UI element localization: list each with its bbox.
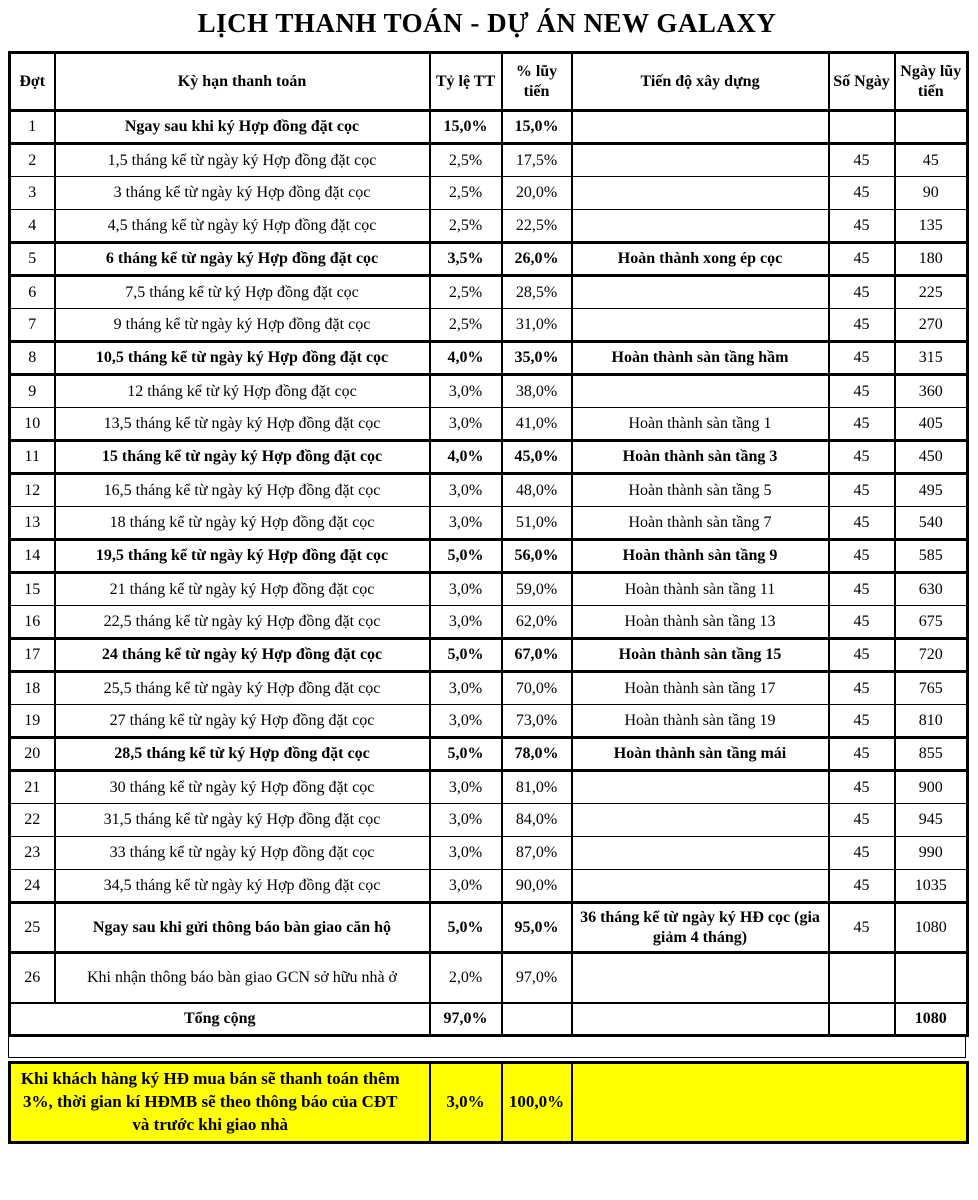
installment-row: [10, 804, 968, 837]
payment-rate: 3,0%: [430, 408, 502, 441]
construction-progress: [572, 870, 829, 903]
installment-number: 14: [10, 540, 55, 573]
construction-progress: Hoàn thành sàn tầng mái: [572, 738, 829, 771]
installment-number: 19: [10, 705, 55, 738]
total-progress: [572, 1003, 829, 1036]
installment-number: 6: [10, 276, 55, 309]
payment-rate: 5,0%: [430, 903, 502, 953]
cumulative-percent: 31,0%: [502, 309, 572, 342]
payment-term: 1,5 tháng kể từ ngày ký Hợp đồng đặt cọc: [55, 144, 430, 177]
num-days: 45: [829, 870, 895, 903]
col-payment-rate: Tỷ lệ TT: [430, 53, 502, 111]
num-days: 45: [829, 738, 895, 771]
cumulative-days: 1035: [895, 870, 968, 903]
cumulative-days: 855: [895, 738, 968, 771]
construction-progress: Hoàn thành sàn tầng 17: [572, 672, 829, 705]
payment-rate: 2,0%: [430, 953, 502, 1003]
payment-term: 13,5 tháng kể từ ngày ký Hợp đồng đặt cọc: [55, 408, 430, 441]
footer-note: Khi khách hàng ký HĐ mua bán sẽ thanh toán thêm 3%, thời gian kí HĐMB sẽ theo thông báo của CĐT và trước khi giao nhà: [10, 1063, 430, 1143]
num-days: 45: [829, 177, 895, 210]
cumulative-days: 450: [895, 441, 968, 474]
payment-term: 19,5 tháng kể từ ngày ký Hợp đồng đặt cọc: [55, 540, 430, 573]
num-days: 45: [829, 705, 895, 738]
payment-rate: 15,0%: [430, 111, 502, 144]
col-installment: Đợt: [10, 53, 55, 111]
footer-empty-cell: [572, 1063, 968, 1143]
construction-progress: Hoàn thành sàn tầng 3: [572, 441, 829, 474]
num-days: 45: [829, 309, 895, 342]
payment-rate: 4,0%: [430, 441, 502, 474]
cumulative-percent: 73,0%: [502, 705, 572, 738]
cumulative-percent: 26,0%: [502, 243, 572, 276]
payment-rate: 5,0%: [430, 738, 502, 771]
cumulative-percent: 48,0%: [502, 474, 572, 507]
construction-progress: [572, 771, 829, 804]
cumulative-days: 630: [895, 573, 968, 606]
payment-rate: 3,5%: [430, 243, 502, 276]
num-days: 45: [829, 144, 895, 177]
installment-number: 1: [10, 111, 55, 144]
col-days: Số Ngày: [829, 53, 895, 111]
payment-rate: 3,0%: [430, 573, 502, 606]
num-days: 45: [829, 639, 895, 672]
payment-schedule-table: [8, 51, 969, 1037]
installment-row: [10, 408, 968, 441]
payment-term: 16,5 tháng kể từ ngày ký Hợp đồng đặt cọc: [55, 474, 430, 507]
payment-term: 4,5 tháng kể từ ngày ký Hợp đồng đặt cọc: [55, 210, 430, 243]
payment-rate: 3,0%: [430, 606, 502, 639]
num-days: 45: [829, 342, 895, 375]
installment-number: 18: [10, 672, 55, 705]
num-days: 45: [829, 573, 895, 606]
installment-row: [10, 507, 968, 540]
footer-note-table: [8, 1061, 969, 1144]
cumulative-percent: 56,0%: [502, 540, 572, 573]
cumulative-percent: 45,0%: [502, 441, 572, 474]
installment-row: [10, 606, 968, 639]
cumulative-percent: 62,0%: [502, 606, 572, 639]
footer-rate: 3,0%: [430, 1063, 502, 1143]
total-cumulative-days: 1080: [895, 1003, 968, 1036]
col-payment-term: Kỳ hạn thanh toán: [55, 53, 430, 111]
payment-term: 31,5 tháng kể từ ngày ký Hợp đồng đặt cọc: [55, 804, 430, 837]
construction-progress: Hoàn thành sàn tầng 15: [572, 639, 829, 672]
installment-number: 15: [10, 573, 55, 606]
construction-progress: [572, 177, 829, 210]
installment-number: 22: [10, 804, 55, 837]
cumulative-days: 405: [895, 408, 968, 441]
installment-row: [10, 276, 968, 309]
installment-row: [10, 639, 968, 672]
construction-progress: Hoàn thành sàn tầng 19: [572, 705, 829, 738]
cumulative-days: 495: [895, 474, 968, 507]
cumulative-days: 360: [895, 375, 968, 408]
num-days: 45: [829, 441, 895, 474]
installment-number: 12: [10, 474, 55, 507]
payment-rate: 5,0%: [430, 540, 502, 573]
installment-row: [10, 243, 968, 276]
installment-row: [10, 903, 968, 953]
payment-rate: 3,0%: [430, 870, 502, 903]
cumulative-percent: 70,0%: [502, 672, 572, 705]
installment-row: [10, 953, 968, 1003]
payment-rate: 3,0%: [430, 474, 502, 507]
construction-progress: Hoàn thành sàn tầng 11: [572, 573, 829, 606]
cumulative-percent: 67,0%: [502, 639, 572, 672]
cumulative-percent: 17,5%: [502, 144, 572, 177]
installment-number: 24: [10, 870, 55, 903]
cumulative-days: 1080: [895, 903, 968, 953]
cumulative-percent: 59,0%: [502, 573, 572, 606]
installment-row: [10, 441, 968, 474]
construction-progress: Hoàn thành sàn tầng 13: [572, 606, 829, 639]
payment-term: 34,5 tháng kể từ ngày ký Hợp đồng đặt cọc: [55, 870, 430, 903]
col-cumulative-days: Ngày lũy tiến: [895, 53, 968, 111]
installment-row: [10, 309, 968, 342]
cumulative-percent: 41,0%: [502, 408, 572, 441]
installment-number: 25: [10, 903, 55, 953]
installment-row: [10, 672, 968, 705]
construction-progress: [572, 837, 829, 870]
page-title: LỊCH THANH TOÁN - DỰ ÁN NEW GALAXY: [197, 8, 777, 38]
payment-term: 28,5 tháng kể từ ký Hợp đồng đặt cọc: [55, 738, 430, 771]
payment-rate: 4,0%: [430, 342, 502, 375]
construction-progress: Hoàn thành sàn tầng 7: [572, 507, 829, 540]
cumulative-days: 990: [895, 837, 968, 870]
cumulative-percent: 81,0%: [502, 771, 572, 804]
total-row: [10, 1003, 968, 1036]
payment-rate: 3,0%: [430, 672, 502, 705]
cumulative-percent: 51,0%: [502, 507, 572, 540]
installment-row: [10, 738, 968, 771]
payment-term: Khi nhận thông báo bàn giao GCN sở hữu nhà ở: [55, 953, 430, 1003]
installment-row: [10, 111, 968, 144]
installment-number: 11: [10, 441, 55, 474]
payment-rate: 3,0%: [430, 837, 502, 870]
installment-row: [10, 177, 968, 210]
cumulative-days: 135: [895, 210, 968, 243]
total-label: Tổng cộng: [10, 1003, 430, 1036]
cumulative-days: 180: [895, 243, 968, 276]
installment-number: 16: [10, 606, 55, 639]
installment-number: 7: [10, 309, 55, 342]
num-days: 45: [829, 771, 895, 804]
installment-number: 26: [10, 953, 55, 1003]
cumulative-days: 540: [895, 507, 968, 540]
construction-progress: [572, 309, 829, 342]
cumulative-percent: 90,0%: [502, 870, 572, 903]
col-cumulative-pct: % lũy tiến: [502, 53, 572, 111]
construction-progress: [572, 210, 829, 243]
construction-progress: Hoàn thành sàn tầng 1: [572, 408, 829, 441]
payment-rate: 3,0%: [430, 705, 502, 738]
cumulative-days: 765: [895, 672, 968, 705]
payment-term: 22,5 tháng kể từ ngày ký Hợp đồng đặt cọc: [55, 606, 430, 639]
payment-rate: 3,0%: [430, 375, 502, 408]
cumulative-days: 45: [895, 144, 968, 177]
num-days: [829, 111, 895, 144]
payment-term: Ngay sau khi gửi thông báo bàn giao căn hộ: [55, 903, 430, 953]
payment-term: 7,5 tháng kể từ ký Hợp đồng đặt cọc: [55, 276, 430, 309]
cumulative-days: 225: [895, 276, 968, 309]
payment-term: 33 tháng kể từ ngày ký Hợp đồng đặt cọc: [55, 837, 430, 870]
payment-rate: 2,5%: [430, 144, 502, 177]
installment-number: 5: [10, 243, 55, 276]
cumulative-days: [895, 111, 968, 144]
total-cumulative-pct: [502, 1003, 572, 1036]
num-days: 45: [829, 672, 895, 705]
num-days: 45: [829, 474, 895, 507]
installment-row: [10, 573, 968, 606]
payment-term: 27 tháng kể từ ngày ký Hợp đồng đặt cọc: [55, 705, 430, 738]
construction-progress: Hoàn thành sàn tầng 5: [572, 474, 829, 507]
installment-row: [10, 342, 968, 375]
num-days: 45: [829, 243, 895, 276]
num-days: [829, 953, 895, 1003]
installment-number: 3: [10, 177, 55, 210]
payment-rate: 3,0%: [430, 771, 502, 804]
construction-progress: Hoàn thành sàn tầng 9: [572, 540, 829, 573]
cumulative-percent: 20,0%: [502, 177, 572, 210]
installment-number: 23: [10, 837, 55, 870]
num-days: 45: [829, 540, 895, 573]
payment-term: 25,5 tháng kể từ ngày ký Hợp đồng đặt cọc: [55, 672, 430, 705]
cumulative-days: 810: [895, 705, 968, 738]
construction-progress: [572, 144, 829, 177]
cumulative-days: [895, 953, 968, 1003]
total-days: [829, 1003, 895, 1036]
cumulative-percent: 87,0%: [502, 837, 572, 870]
num-days: 45: [829, 210, 895, 243]
payment-rate: 2,5%: [430, 177, 502, 210]
installment-number: 17: [10, 639, 55, 672]
construction-progress: [572, 953, 829, 1003]
cumulative-percent: 38,0%: [502, 375, 572, 408]
payment-rate: 3,0%: [430, 507, 502, 540]
cumulative-days: 675: [895, 606, 968, 639]
payment-term: Ngay sau khi ký Hợp đồng đặt cọc: [55, 111, 430, 144]
cumulative-percent: 35,0%: [502, 342, 572, 375]
num-days: 45: [829, 276, 895, 309]
construction-progress: Hoàn thành sàn tầng hầm: [572, 342, 829, 375]
installment-number: 13: [10, 507, 55, 540]
cumulative-percent: 95,0%: [502, 903, 572, 953]
construction-progress: [572, 804, 829, 837]
installment-row: [10, 375, 968, 408]
num-days: 45: [829, 804, 895, 837]
payment-term: 30 tháng kể từ ngày ký Hợp đồng đặt cọc: [55, 771, 430, 804]
footer-cumulative-pct: 100,0%: [502, 1063, 572, 1143]
installment-row: [10, 771, 968, 804]
payment-term: 3 tháng kể từ ngày ký Hợp đồng đặt cọc: [55, 177, 430, 210]
cumulative-days: 315: [895, 342, 968, 375]
cumulative-days: 900: [895, 771, 968, 804]
payment-term: 6 tháng kể từ ngày ký Hợp đồng đặt cọc: [55, 243, 430, 276]
installment-number: 10: [10, 408, 55, 441]
installment-row: [10, 210, 968, 243]
payment-rate: 2,5%: [430, 309, 502, 342]
payment-rate: 3,0%: [430, 804, 502, 837]
installment-row: [10, 870, 968, 903]
installment-row: [10, 705, 968, 738]
empty-spacer-row: [8, 1037, 966, 1058]
payment-rate: 2,5%: [430, 210, 502, 243]
num-days: 45: [829, 606, 895, 639]
total-rate: 97,0%: [430, 1003, 502, 1036]
header-row: [10, 53, 968, 111]
cumulative-days: 270: [895, 309, 968, 342]
cumulative-days: 720: [895, 639, 968, 672]
cumulative-days: 90: [895, 177, 968, 210]
installment-number: 9: [10, 375, 55, 408]
payment-term: 10,5 tháng kể từ ngày ký Hợp đồng đặt cọc: [55, 342, 430, 375]
cumulative-percent: 97,0%: [502, 953, 572, 1003]
construction-progress: Hoàn thành xong ép cọc: [572, 243, 829, 276]
installment-number: 4: [10, 210, 55, 243]
construction-progress: [572, 375, 829, 408]
installment-number: 20: [10, 738, 55, 771]
installment-row: [10, 474, 968, 507]
installment-row: [10, 540, 968, 573]
cumulative-percent: 15,0%: [502, 111, 572, 144]
construction-progress: [572, 276, 829, 309]
payment-term: 15 tháng kể từ ngày ký Hợp đồng đặt cọc: [55, 441, 430, 474]
installment-number: 21: [10, 771, 55, 804]
construction-progress: [572, 111, 829, 144]
num-days: 45: [829, 507, 895, 540]
installment-row: [10, 144, 968, 177]
cumulative-percent: 84,0%: [502, 804, 572, 837]
installment-row: [10, 837, 968, 870]
footer-note-row: [10, 1063, 968, 1143]
payment-term: 24 tháng kể từ ngày ký Hợp đồng đặt cọc: [55, 639, 430, 672]
payment-rate: 2,5%: [430, 276, 502, 309]
payment-term: 12 tháng kể từ ký Hợp đồng đặt cọc: [55, 375, 430, 408]
cumulative-days: 945: [895, 804, 968, 837]
cumulative-days: 585: [895, 540, 968, 573]
payment-rate: 5,0%: [430, 639, 502, 672]
num-days: 45: [829, 408, 895, 441]
cumulative-percent: 22,5%: [502, 210, 572, 243]
installment-number: 8: [10, 342, 55, 375]
num-days: 45: [829, 903, 895, 953]
cumulative-percent: 28,5%: [502, 276, 572, 309]
num-days: 45: [829, 837, 895, 870]
cumulative-percent: 78,0%: [502, 738, 572, 771]
col-construction: Tiến độ xây dựng: [572, 53, 829, 111]
construction-progress: 36 tháng kể từ ngày ký HĐ cọc (gia giảm 4 tháng): [572, 903, 829, 953]
payment-term: 21 tháng kể từ ngày ký Hợp đồng đặt cọc: [55, 573, 430, 606]
payment-term: 18 tháng kể từ ngày ký Hợp đồng đặt cọc: [55, 507, 430, 540]
payment-term: 9 tháng kể từ ngày ký Hợp đồng đặt cọc: [55, 309, 430, 342]
installment-number: 2: [10, 144, 55, 177]
num-days: 45: [829, 375, 895, 408]
